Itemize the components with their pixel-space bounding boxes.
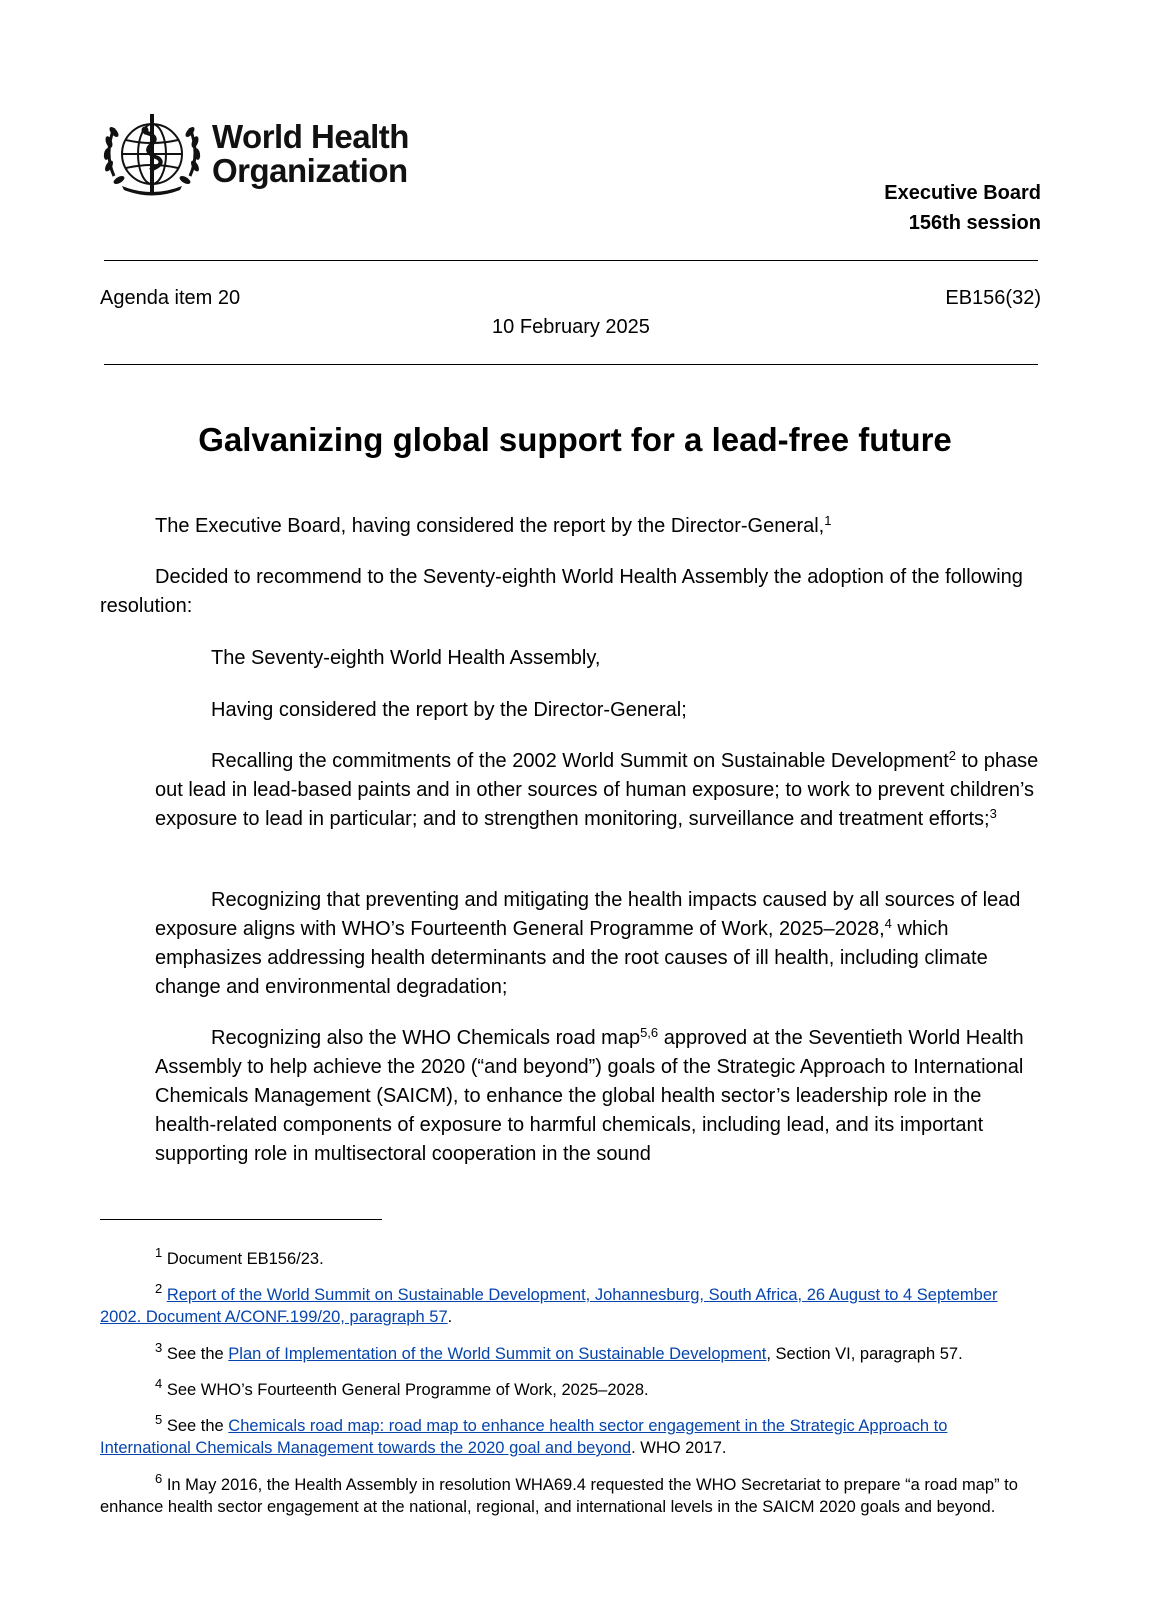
paragraph-5-text-a: Recalling the commitments of the 2002 World Summit on Sustainable Development xyxy=(211,750,949,772)
footnote-separator xyxy=(100,1219,382,1220)
who-logo xyxy=(100,106,410,202)
board-header xyxy=(884,178,1041,238)
paragraph-1-text: The Executive Board, having considered the report by the Director-General, xyxy=(155,515,825,537)
paragraph-4: Having considered the report by the Director-General; xyxy=(211,699,687,721)
paragraph-5-text-b: to phase out lead in lead-based paints and in other sources of human exposure; to work to prevent children’s exposure to lead in particular; and to strengthen monitoring, surveillance and treatment efforts; xyxy=(155,750,1039,830)
footnote-ref-3: 3 xyxy=(989,806,997,821)
footnote-ref-4: 4 xyxy=(884,916,892,931)
board-name: Executive Board xyxy=(884,182,1041,204)
footnote-ref-5-6: 5,6 xyxy=(640,1025,659,1040)
logo-line-2: Organization xyxy=(212,152,408,189)
footnote-ref-1: 1 xyxy=(824,513,832,528)
footnote-5-suffix: . WHO 2017. xyxy=(631,1439,727,1457)
footnote-6-text: In May 2016, the Health Assembly in resolution WHA69.4 requested the WHO Secretariat to prepare “a road map” to enhance health sector engagement at the national, regional, and international levels in the SAICM 2020 goals and beyond. xyxy=(100,1476,1018,1516)
footnote-6 xyxy=(100,1471,1040,1518)
footnote-5-number: 5 xyxy=(155,1412,163,1427)
page-title: Galvanizing global support for a lead-free future xyxy=(198,421,952,458)
footnote-2 xyxy=(100,1281,1040,1328)
footnote-3-number: 3 xyxy=(155,1340,163,1355)
paragraph-1 xyxy=(155,512,1045,541)
footnote-3 xyxy=(100,1340,1040,1365)
paragraph-6-text-b: which emphasizes addressing health determinants and the root causes of ill health, including climate change and environmental degradation; xyxy=(155,918,988,998)
who-wordmark xyxy=(212,120,409,188)
document-date: 10 February 2025 xyxy=(492,316,650,338)
footnote-1-number: 1 xyxy=(155,1245,163,1260)
footnote-1-text: Document EB156/23. xyxy=(166,1250,324,1268)
footnote-4 xyxy=(100,1376,1040,1401)
document-number: EB156(32) xyxy=(945,287,1041,309)
footnote-4-text: See WHO’s Fourteenth General Programme of Work, 2025–2028. xyxy=(166,1381,649,1399)
footnote-5-prefix: See the xyxy=(166,1417,229,1435)
paragraph-3: The Seventy-eighth World Health Assembly, xyxy=(211,647,601,669)
paragraph-7 xyxy=(155,1024,1045,1169)
header-rule-bottom xyxy=(104,364,1038,365)
paragraph-6-text-a: Recognizing that preventing and mitigating the health impacts caused by all sources of lead exposure aligns with WHO’s Fourteenth General Programme of Work, 2025–2028, xyxy=(155,889,1021,940)
footnote-5 xyxy=(100,1412,1040,1459)
footnote-2-number: 2 xyxy=(155,1281,163,1296)
header-rule-top xyxy=(104,260,1038,261)
paragraph-6 xyxy=(155,886,1045,1002)
paragraph-7-text-b: approved at the Seventieth World Health Assembly to help achieve the 2020 (“and beyond”) goals of the Strategic Approach to International Chemicals Management (SAICM), to enhance the global health sector’s leadership role in the health-related components of exposure to harmful chemicals, including lead, and its important supporting role in multisectoral cooperation in the sound xyxy=(155,1027,1024,1165)
who-emblem-icon xyxy=(100,106,204,202)
footnote-2-link[interactable]: Report of the World Summit on Sustainable Development, Johannesburg, South Africa, 26 August to 4 September 2002. Document A/CONF.199/20, paragraph 57 xyxy=(100,1286,998,1326)
footnote-ref-2: 2 xyxy=(948,748,957,763)
footnote-5-link[interactable]: Chemicals road map: road map to enhance health sector engagement in the Strategic Approach to International Chemicals Management towards the 2020 goal and beyond xyxy=(100,1417,948,1457)
footnote-4-number: 4 xyxy=(155,1376,163,1391)
footnote-2-suffix: . xyxy=(447,1308,453,1326)
session-name: 156th session xyxy=(908,212,1041,234)
agenda-item: Agenda item 20 xyxy=(100,287,241,309)
footnote-3-prefix: See the xyxy=(166,1345,229,1363)
footnote-6-number: 6 xyxy=(155,1471,163,1486)
footnote-3-suffix: , Section VI, paragraph 57. xyxy=(766,1345,963,1363)
paragraph-5 xyxy=(155,747,1045,834)
paragraph-2: Decided to recommend to the Seventy-eighth World Health Assembly the adoption of the following resolution: xyxy=(100,566,1023,617)
logo-line-1: World Health xyxy=(212,118,409,155)
footnote-1 xyxy=(100,1245,1040,1270)
paragraph-7-text-a: Recognizing also the WHO Chemicals road map xyxy=(211,1027,641,1049)
footnote-3-link[interactable]: Plan of Implementation of the World Summit on Sustainable Development xyxy=(228,1345,767,1363)
